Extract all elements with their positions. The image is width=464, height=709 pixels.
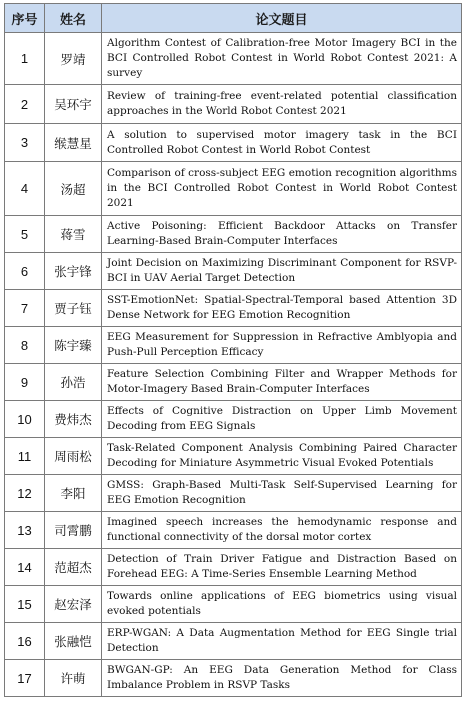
row-number: 5 — [5, 216, 45, 253]
paper-title: SST-EmotionNet: Spatial-Spectral-Temporal based Attention 3D Dense Network for EEG Emotion Recognition — [102, 290, 462, 327]
row-number: 2 — [5, 85, 45, 124]
author-name: 费炜杰 — [45, 401, 102, 438]
paper-title: ERP-WGAN: A Data Augmentation Method for EEG Single trial Detection — [102, 623, 462, 660]
table-row — [5, 438, 462, 475]
author-name: 许萌 — [45, 660, 102, 697]
table-row — [5, 85, 462, 124]
paper-title: EEG Measurement for Suppression in Refractive Amblyopia and Push-Pull Perception Efficacy — [102, 327, 462, 364]
row-number: 14 — [5, 549, 45, 586]
table-row — [5, 327, 462, 364]
paper-title: A solution to supervised motor imagery task in the BCI Controlled Robot Contest in World Robot Contest — [102, 124, 462, 162]
paper-title: Feature Selection Combining Filter and Wrapper Methods for Motor-Imagery Based Brain-Computer Interfaces — [102, 364, 462, 401]
table-row — [5, 401, 462, 438]
paper-title: Towards online applications of EEG biometrics using visual evoked potentials — [102, 586, 462, 623]
row-number: 11 — [5, 438, 45, 475]
row-number: 6 — [5, 253, 45, 290]
paper-title: BWGAN-GP: An EEG Data Generation Method for Class Imbalance Problem in RSVP Tasks — [102, 660, 462, 697]
author-name: 孙浩 — [45, 364, 102, 401]
row-number: 17 — [5, 660, 45, 697]
author-name: 张融恺 — [45, 623, 102, 660]
table-row — [5, 623, 462, 660]
author-name: 吴环宇 — [45, 85, 102, 124]
header-name: 姓名 — [45, 4, 102, 33]
row-number: 7 — [5, 290, 45, 327]
author-name: 李阳 — [45, 475, 102, 512]
paper-title: Active Poisoning: Efficient Backdoor Attacks on Transfer Learning-Based Brain-Computer Interfaces — [102, 216, 462, 253]
author-name: 蒋雪 — [45, 216, 102, 253]
paper-title: Imagined speech increases the hemodynamic response and functional connectivity of the dorsal motor cortex — [102, 512, 462, 549]
paper-list-table — [4, 3, 462, 697]
table-row — [5, 290, 462, 327]
table-row — [5, 549, 462, 586]
author-name: 赵宏泽 — [45, 586, 102, 623]
row-number: 4 — [5, 162, 45, 216]
table-row — [5, 162, 462, 216]
table-row — [5, 124, 462, 162]
paper-title: Joint Decision on Maximizing Discriminant Component for RSVP-BCI in UAV Aerial Target Detection — [102, 253, 462, 290]
table-header-row — [5, 4, 462, 33]
table-row — [5, 216, 462, 253]
header-title: 论文题目 — [102, 4, 462, 33]
row-number: 16 — [5, 623, 45, 660]
table-row — [5, 586, 462, 623]
author-name: 司霄鹏 — [45, 512, 102, 549]
author-name: 张宇锋 — [45, 253, 102, 290]
author-name: 缑慧星 — [45, 124, 102, 162]
row-number: 10 — [5, 401, 45, 438]
paper-title: Algorithm Contest of Calibration-free Motor Imagery BCI in the BCI Controlled Robot Contest in World Robot Contest 2021: A survey — [102, 33, 462, 85]
author-name: 范超杰 — [45, 549, 102, 586]
row-number: 3 — [5, 124, 45, 162]
author-name: 罗靖 — [45, 33, 102, 85]
paper-title: Detection of Train Driver Fatigue and Distraction Based on Forehead EEG: A Time-Series Ensemble Learning Method — [102, 549, 462, 586]
header-number: 序号 — [5, 4, 45, 33]
table-row — [5, 475, 462, 512]
row-number: 1 — [5, 33, 45, 85]
author-name: 汤超 — [45, 162, 102, 216]
author-name: 贾子钰 — [45, 290, 102, 327]
row-number: 9 — [5, 364, 45, 401]
paper-title: GMSS: Graph-Based Multi-Task Self-Supervised Learning for EEG Emotion Recognition — [102, 475, 462, 512]
row-number: 8 — [5, 327, 45, 364]
row-number: 12 — [5, 475, 45, 512]
table-row — [5, 660, 462, 697]
table-row — [5, 253, 462, 290]
paper-title: Effects of Cognitive Distraction on Upper Limb Movement Decoding from EEG Signals — [102, 401, 462, 438]
author-name: 周雨松 — [45, 438, 102, 475]
table-row — [5, 364, 462, 401]
paper-title: Review of training-free event-related potential classification approaches in the World Robot Contest 2021 — [102, 85, 462, 124]
paper-title: Task-Related Component Analysis Combining Paired Character Decoding for Miniature Asymmetric Visual Evoked Potentials — [102, 438, 462, 475]
table-row — [5, 33, 462, 85]
table-row — [5, 512, 462, 549]
paper-title: Comparison of cross-subject EEG emotion recognition algorithms in the BCI Controlled Robot Contest in World Robot Contest 2021 — [102, 162, 462, 216]
author-name: 陈宇臻 — [45, 327, 102, 364]
row-number: 15 — [5, 586, 45, 623]
row-number: 13 — [5, 512, 45, 549]
